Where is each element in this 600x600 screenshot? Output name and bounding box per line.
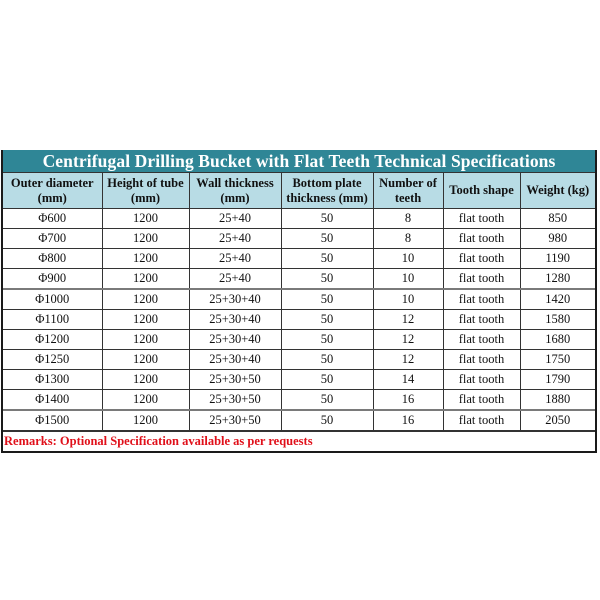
cell-wall-thickness: 25+30+50 xyxy=(189,370,281,390)
cell-weight: 850 xyxy=(520,209,595,229)
cell-outer-diameter: Φ1500 xyxy=(3,410,102,431)
cell-weight: 980 xyxy=(520,229,595,249)
header-outer-diameter: Outer diameter (mm) xyxy=(3,173,102,209)
cell-height-of-tube: 1200 xyxy=(102,289,189,310)
cell-bottom-plate-thickness: 50 xyxy=(281,410,373,431)
header-bottom-plate-thickness: Bottom plate thickness (mm) xyxy=(281,173,373,209)
cell-tooth-shape: flat tooth xyxy=(443,410,520,431)
table-row xyxy=(3,310,595,330)
cell-number-of-teeth: 8 xyxy=(373,229,443,249)
cell-height-of-tube: 1200 xyxy=(102,370,189,390)
cell-tooth-shape: flat tooth xyxy=(443,350,520,370)
header-tooth-shape: Tooth shape xyxy=(443,173,520,209)
cell-bottom-plate-thickness: 50 xyxy=(281,350,373,370)
table-title: Centrifugal Drilling Bucket with Flat Teeth Technical Specifications xyxy=(3,150,595,172)
cell-bottom-plate-thickness: 50 xyxy=(281,289,373,310)
table-row xyxy=(3,410,595,431)
table-row xyxy=(3,229,595,249)
cell-outer-diameter: Φ1100 xyxy=(3,310,102,330)
table-row xyxy=(3,209,595,229)
cell-outer-diameter: Φ900 xyxy=(3,269,102,290)
table-row xyxy=(3,269,595,290)
remarks-note: Remarks: Optional Specification available as per requests xyxy=(3,431,595,451)
cell-number-of-teeth: 10 xyxy=(373,249,443,269)
cell-wall-thickness: 25+40 xyxy=(189,209,281,229)
cell-number-of-teeth: 12 xyxy=(373,310,443,330)
cell-bottom-plate-thickness: 50 xyxy=(281,229,373,249)
cell-number-of-teeth: 10 xyxy=(373,289,443,310)
cell-wall-thickness: 25+30+40 xyxy=(189,330,281,350)
cell-bottom-plate-thickness: 50 xyxy=(281,370,373,390)
cell-height-of-tube: 1200 xyxy=(102,350,189,370)
cell-bottom-plate-thickness: 50 xyxy=(281,330,373,350)
cell-wall-thickness: 25+40 xyxy=(189,249,281,269)
table-row xyxy=(3,390,595,411)
cell-height-of-tube: 1200 xyxy=(102,249,189,269)
table-row xyxy=(3,289,595,310)
cell-weight: 1420 xyxy=(520,289,595,310)
cell-outer-diameter: Φ1000 xyxy=(3,289,102,310)
spec-sheet xyxy=(1,150,597,453)
cell-bottom-plate-thickness: 50 xyxy=(281,209,373,229)
header-wall-thickness: Wall thickness (mm) xyxy=(189,173,281,209)
cell-tooth-shape: flat tooth xyxy=(443,249,520,269)
cell-number-of-teeth: 12 xyxy=(373,330,443,350)
cell-tooth-shape: flat tooth xyxy=(443,370,520,390)
cell-wall-thickness: 25+40 xyxy=(189,269,281,290)
cell-bottom-plate-thickness: 50 xyxy=(281,269,373,290)
table-row xyxy=(3,370,595,390)
cell-tooth-shape: flat tooth xyxy=(443,330,520,350)
cell-tooth-shape: flat tooth xyxy=(443,269,520,290)
table-row xyxy=(3,249,595,269)
cell-tooth-shape: flat tooth xyxy=(443,209,520,229)
cell-outer-diameter: Φ1400 xyxy=(3,390,102,411)
cell-weight: 1280 xyxy=(520,269,595,290)
cell-height-of-tube: 1200 xyxy=(102,410,189,431)
spec-table xyxy=(3,172,595,431)
cell-outer-diameter: Φ800 xyxy=(3,249,102,269)
cell-weight: 1790 xyxy=(520,370,595,390)
cell-wall-thickness: 25+40 xyxy=(189,229,281,249)
cell-outer-diameter: Φ700 xyxy=(3,229,102,249)
cell-wall-thickness: 25+30+50 xyxy=(189,410,281,431)
cell-number-of-teeth: 12 xyxy=(373,350,443,370)
cell-number-of-teeth: 16 xyxy=(373,410,443,431)
cell-height-of-tube: 1200 xyxy=(102,310,189,330)
cell-height-of-tube: 1200 xyxy=(102,209,189,229)
cell-bottom-plate-thickness: 50 xyxy=(281,310,373,330)
cell-wall-thickness: 25+30+40 xyxy=(189,310,281,330)
cell-outer-diameter: Φ600 xyxy=(3,209,102,229)
header-number-of-teeth: Number of teeth xyxy=(373,173,443,209)
cell-height-of-tube: 1200 xyxy=(102,269,189,290)
cell-wall-thickness: 25+30+40 xyxy=(189,350,281,370)
cell-height-of-tube: 1200 xyxy=(102,390,189,411)
cell-tooth-shape: flat tooth xyxy=(443,390,520,411)
cell-weight: 1880 xyxy=(520,390,595,411)
header-weight: Weight (kg) xyxy=(520,173,595,209)
cell-weight: 1580 xyxy=(520,310,595,330)
cell-height-of-tube: 1200 xyxy=(102,330,189,350)
cell-wall-thickness: 25+30+40 xyxy=(189,289,281,310)
cell-tooth-shape: flat tooth xyxy=(443,229,520,249)
cell-weight: 2050 xyxy=(520,410,595,431)
table-row xyxy=(3,330,595,350)
table-row xyxy=(3,350,595,370)
cell-weight: 1680 xyxy=(520,330,595,350)
cell-number-of-teeth: 8 xyxy=(373,209,443,229)
cell-tooth-shape: flat tooth xyxy=(443,310,520,330)
cell-wall-thickness: 25+30+50 xyxy=(189,390,281,411)
cell-number-of-teeth: 16 xyxy=(373,390,443,411)
cell-bottom-plate-thickness: 50 xyxy=(281,390,373,411)
cell-outer-diameter: Φ1300 xyxy=(3,370,102,390)
header-height-of-tube: Height of tube (mm) xyxy=(102,173,189,209)
cell-outer-diameter: Φ1200 xyxy=(3,330,102,350)
cell-weight: 1750 xyxy=(520,350,595,370)
cell-number-of-teeth: 14 xyxy=(373,370,443,390)
cell-number-of-teeth: 10 xyxy=(373,269,443,290)
cell-tooth-shape: flat tooth xyxy=(443,289,520,310)
cell-bottom-plate-thickness: 50 xyxy=(281,249,373,269)
cell-outer-diameter: Φ1250 xyxy=(3,350,102,370)
cell-height-of-tube: 1200 xyxy=(102,229,189,249)
cell-weight: 1190 xyxy=(520,249,595,269)
header-row xyxy=(3,173,595,209)
